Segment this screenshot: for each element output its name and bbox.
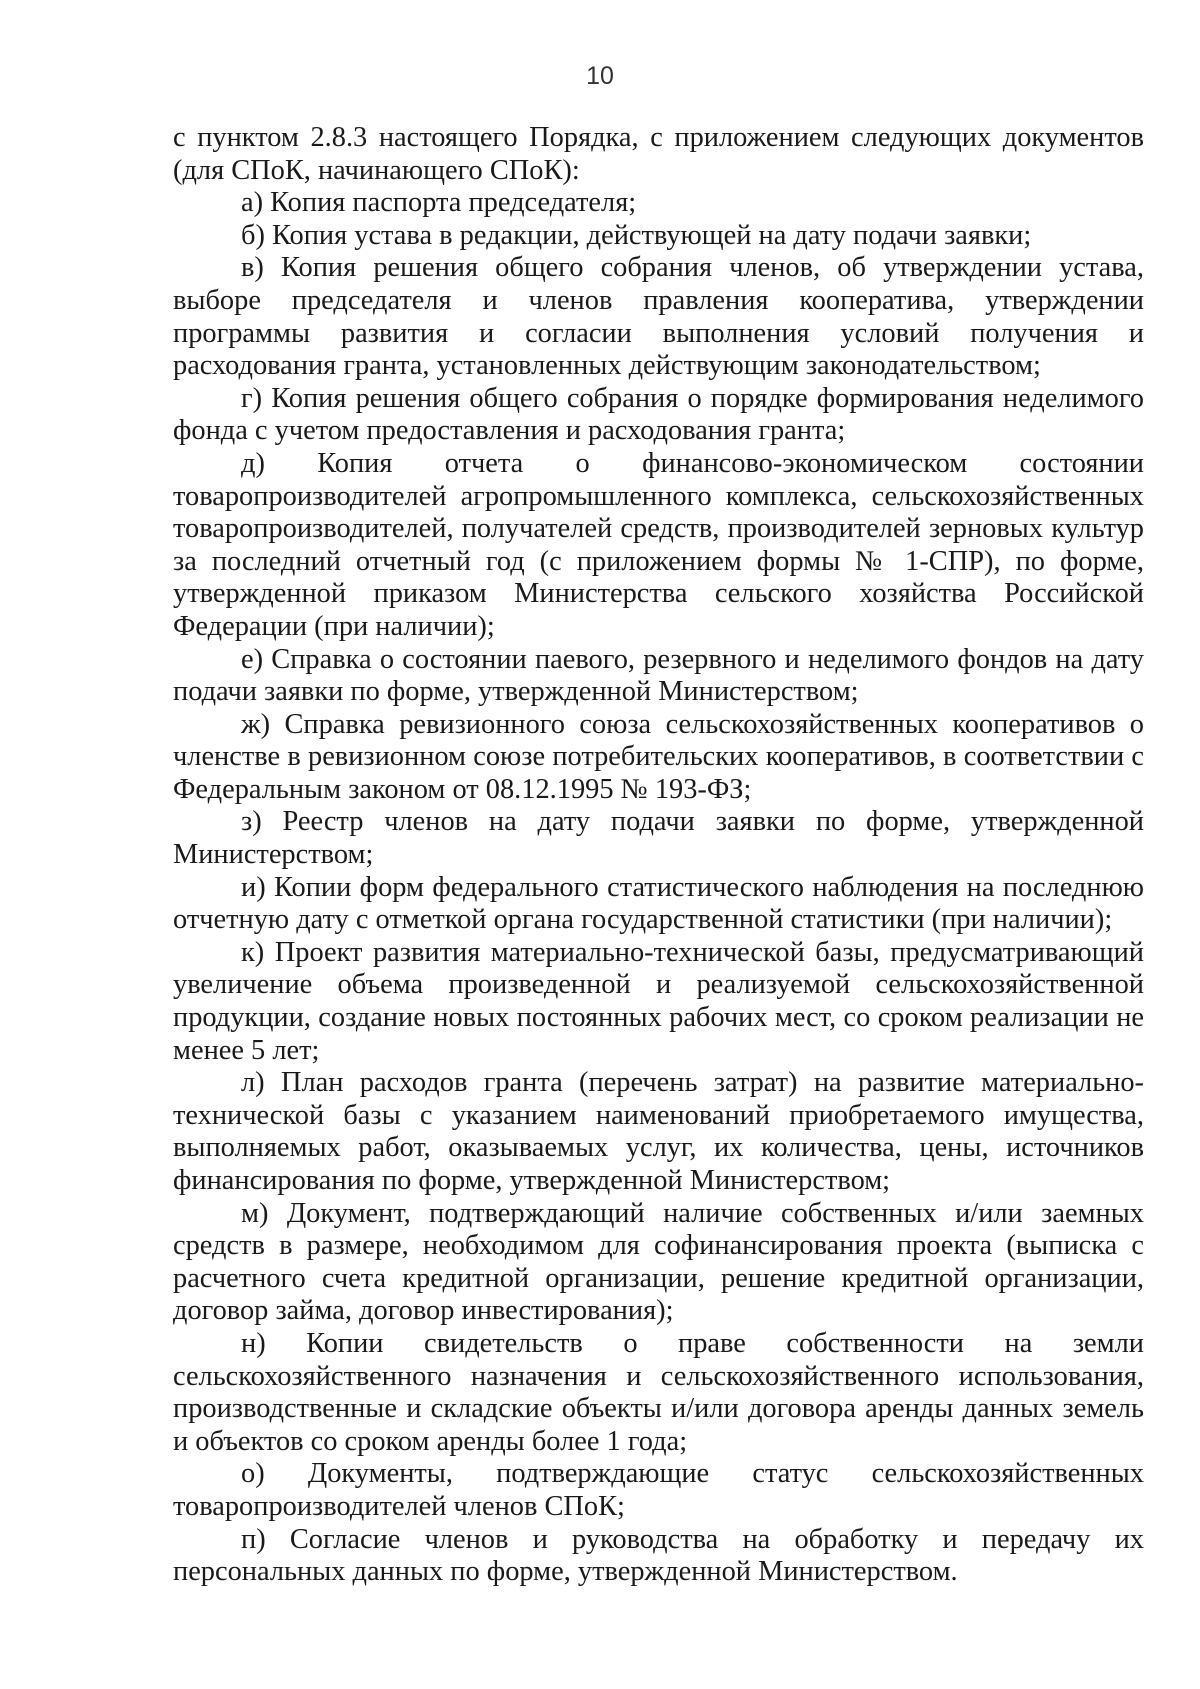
- page-number: 10: [586, 62, 614, 90]
- list-item-p: п) Согласие членов и руководства на обработку и передачу их персональных данных по форме, утвержденной Министерством.: [173, 1523, 1144, 1588]
- list-item-b: б) Копия устава в редакции, действующей на дату подачи заявки;: [241, 219, 1032, 251]
- list-item-i: и) Копии форм федерального статистического наблюдения на последнюю отчетную дату с отметкой органа государственной статистики (при наличии);: [173, 871, 1144, 936]
- list-item-e: е) Справка о состоянии паевого, резервного и неделимого фондов на дату подачи заявки по форме, утвержденной Министерством;: [173, 643, 1144, 708]
- list-item-d: д) Копия отчета о финансово-экономическом состоянии товаропроизводителей агропромышленного комплекса, сельскохозяйственных товаропроизводителей, получателей средств, производителей зерновых культур за последний отчетный год (с приложением формы № 1-СПР), по форме, утвержденной приказом Министерства сельского хозяйства Российской Федерации (при наличии);: [173, 447, 1144, 642]
- document-body: [173, 122, 1144, 1589]
- list-item-a: а) Копия паспорта председателя;: [241, 187, 637, 219]
- list-item-zh: ж) Справка ревизионного союза сельскохозяйственных кооперативов о членстве в ревизионном союзе потребительских кооперативов, в соответствии с Федеральным законом от 08.12.1995 № 193-ФЗ;: [173, 708, 1144, 805]
- list-item-z: з) Реестр членов на дату подачи заявки по форме, утвержденной Министерством;: [173, 806, 1144, 871]
- list-item-k: к) Проект развития материально-технической базы, предусматривающий увеличение объема произведенной и реализуемой сельскохозяйственной продукции, создание новых постоянных рабочих мест, со сроком реализации не менее 5 лет;: [173, 936, 1144, 1066]
- list-item-g: г) Копия решения общего собрания о порядке формирования неделимого фонда с учетом предоставления и расходования гранта;: [173, 382, 1144, 447]
- list-item-v: в) Копия решения общего собрания членов, об утверждении устава, выборе председателя и членов правления кооператива, утверждении программы развития и согласии выполнения условий получения и расходования гранта, установленных действующим законодательством;: [173, 252, 1144, 382]
- list-item-o: о) Документы, подтверждающие статус сельскохозяйственных товаропроизводителей членов СПоК;: [173, 1458, 1144, 1522]
- paragraph-continuation: с пунктом 2.8.3 настоящего Порядка, с приложением следующих документов (для СПоК, начинающего СПоК):: [173, 122, 1144, 186]
- list-item-m: м) Документ, подтверждающий наличие собственных и/или заемных средств в размере, необходимом для софинансирования проекта (выписка с расчетного счета кредитной организации, решение кредитной организации, договор займа, договор инвестирования);: [173, 1197, 1144, 1327]
- list-item-l: л) План расходов гранта (перечень затрат) на развитие материально-технической базы с указанием наименований приобретаемого имущества, выполняемых работ, оказываемых услуг, их количества, цены, источников финансирования по форме, утвержденной Министерством;: [173, 1067, 1144, 1196]
- list-item-n: н) Копии свидетельств о праве собственности на земли сельскохозяйственного назначения и сельскохозяйственного использования, производственные и складские объекты и/или договора аренды данных земель и объектов со сроком аренды более 1 года;: [173, 1327, 1144, 1457]
